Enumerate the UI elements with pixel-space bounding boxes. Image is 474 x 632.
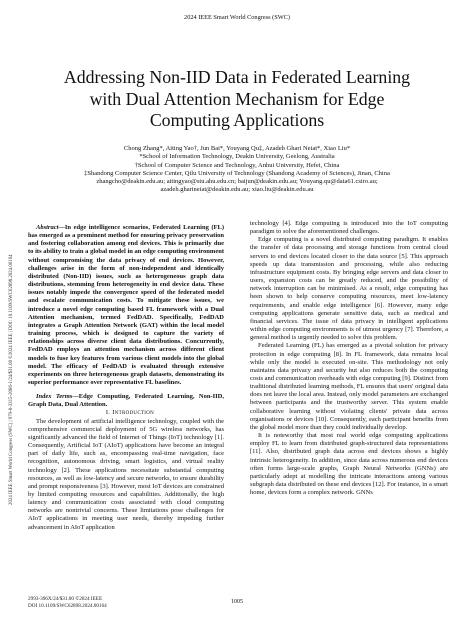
affiliation-1: *School of Information Technology, Deakin University, Geelong, Australia — [139, 153, 335, 161]
abstract-text: —In edge intelligence scenarios, Federated Learning (FL) has emerged as a prominent method for ensuring privacy preservation and fostering collaboration among end devices. This is primarily due to its ability to train a global model in an edge computing environment without compromising the data privacy of end devices. However, challenges arise in the form of non-independent and identically distributed (Non-IID) issues, such as heterogeneous graph data distributions, stemming from heterogeneity in end device data. These issues notably impede the convergence speed of the federated model and escalate communication costs. To mitigate these issues, we introduce a novel edge computing based FL framework with a Dual Attention mechanism, termed FedDAD. Specifically, FedDAD integrates a Graph Attention Network (GAT) within the local model training process, which is designed to capture the variety of relationships across diverse client data distributions. Concurrently, FedDAD employs an attention mechanism across different client models to fuse key features from various client models into the global model. The efficacy of FedDAD is evaluated through extensive experiments on three heterogeneous graph datasets, demonstrating its superior performance over representative FL baselines. — [28, 224, 224, 386]
side-doi-text: 2024 IEEE Smart World Congress (SWC) | 979-8-3315-2086-1/24/$31.00 ©2024 IEEE | DOI: 10.1109/SWC62898.2024.00164 — [9, 254, 14, 505]
index-terms-text: —Edge Computing, Federated Learning, Non-IID, Graph Data, Dual Attention. — [28, 393, 224, 409]
left-column — [28, 224, 224, 532]
intro-paragraph-1: The development of artificial intelligence technology, coupled with the comprehensive commercial deployment of 5G wireless networks, has significantly advanced the field of Internet of Things (IoT) technology [1]. Consequently, Artificial IoT (AIoT) applications have become an integral part of daily life, such as, encompassing real-time navigation, face recognition, autonomous driving, smart logistics, and virtual reality technology [2]. These applications necessitate substantial computing resources, as well as low-latency and secure networks, to ensure durability and prompt responsiveness [3]. However, most IoT devices are constrained by limited computing resources and capabilities. Additionally, the high latency and communication costs associated with cloud computing networks are nontrivial concerns. These limitations pose challenges for AIoT applications in meeting user needs, thereby impeding further advancement in AIoT application — [28, 417, 224, 531]
index-terms-label: Index Terms — [36, 393, 73, 401]
author-emails-2: azadeh.gharineiat@deakin.edu.au; xiao.liu@deakin.edu.au — [160, 186, 314, 194]
affiliation-2: †School of Computer Science and Technology, Anhui University, Hefei, China — [134, 161, 340, 169]
title-line-3: Computing Applications — [149, 110, 325, 130]
right-paragraph-2: Edge computing is a novel distributed computing paradigm. It enables the transfer of data processing and storage functions from central cloud servers to end devices located closer to the data source [5]. This approach speeds up data transmission and processing, while also reducing infrastructure equipment costs. By bringing edge servers and data closer to users, expansion costs can be greatly reduced, and the possibility of network interruption can be minimised. As a result, edge computing has been shown to help conserve computing resources, meet low-latency requirements, and enable edge intelligence [6]. However, many edge computing applications generate sensitive data, such as medical and financial services. The issue of data privacy in intelligent applications within edge computing environments is of utmost urgency [7]. Therefore, a general method is urgently needed to solve this problem. — [250, 236, 448, 342]
page-number: 1005 — [231, 599, 243, 605]
author-block — [25, 145, 449, 195]
running-header: 2024 IEEE Smart World Congress (SWC) — [184, 14, 290, 21]
right-paragraph-4: It is noteworthy that most real world edge computing applications employ FL to learn from distributed graph-structured data representations [11]. Also, distributed graph data across end devices shows a highly intrinsic heterogeneity. In addition, since data across numerous end devices often forms large-scale graphs, Graph Neural Networks (GNNs) are particularly adept at modelling the intricate interactions among various subgraph data distributed on these end devices [12]. For instance, in a smart home, devices form a complex network. GNNs — [250, 432, 448, 497]
footer-copyright: 2993-396X/24/$31.00 ©2024 IEEE — [28, 596, 103, 602]
paper-title — [30, 67, 444, 132]
right-paragraph-3: Federated Learning (FL) has emerged as a pivotal solution for privacy protection in edge computing [8]. In FL framework, data remains local while only the model is executed on-site. This methodology not only maintains data privacy and security but also reduces both the computing costs and communication overheads with edge computing [9]. Distinct from traditional distributed learning methods, FL ensures that users' original data does not leave the local area. Instead, only model parameters are exchanged between participants and the trustworthy server. This system enable collaborative learning without violating clients' private data across organisations or devices [10]. Consequently, each participant benefits from the global model more than they could individually develop. — [250, 342, 448, 431]
footer-doi: DOI 10.1109/SWC62898.2024.00164 — [28, 603, 107, 609]
affiliation-3: ‡Shandong Computer Science Center, Qilu University of Technology (Shandong Academy of Sciences), Jinan, China — [84, 169, 390, 177]
author-emails-1: zhangcho@deakin.edu.au; aitingyao@stu.ahu.edu.cn; baijun@deakin.edu.au; Youyang.qu@data61.csiro.au; — [96, 178, 378, 186]
section-heading-introduction: I. Introduction — [105, 409, 155, 417]
right-paragraph-1: technology [4]. Edge computing is introduced into the IoT computing paradigm to solve the aforementioned challenges. — [250, 220, 448, 236]
title-line-1: Addressing Non-IID Data in Federated Learning — [63, 67, 411, 87]
author-names: Chong Zhang*, Aiting Yao†, Jun Bai*, Youyang Qu‡, Azadeh Ghari Neiat*, Xiao Liu* — [123, 145, 351, 152]
index-terms — [28, 393, 224, 409]
abstract-label: Abstract — [36, 224, 59, 231]
title-line-2: with Dual Attention Mechanism for Edge — [89, 88, 385, 109]
right-column — [250, 220, 448, 497]
side-margin — [0, 105, 14, 505]
abstract — [28, 224, 224, 387]
